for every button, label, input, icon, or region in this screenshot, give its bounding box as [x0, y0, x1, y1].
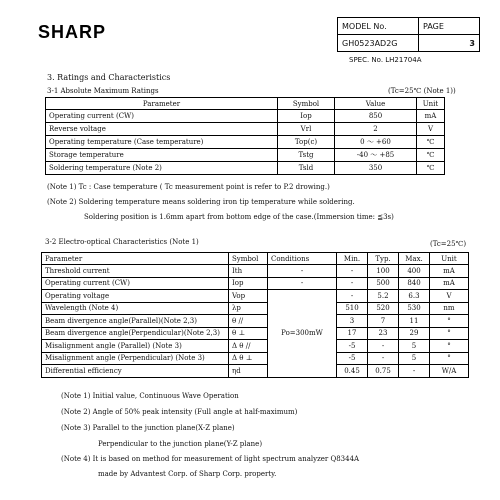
cell-max: -	[399, 365, 430, 378]
cell-min: -5	[337, 340, 368, 353]
cell-min: 0.45	[337, 365, 368, 378]
section-title: 3. Ratings and Characteristics	[47, 73, 171, 82]
abs-note-2: (Note 2) Soldering temperature means soldering iron tip temperature while soldering.	[47, 198, 355, 206]
col-max: Max.	[399, 253, 430, 265]
cell-symbol: Ith	[229, 265, 268, 278]
eo-title: 3-2 Electro-optical Characteristics (Note 1)	[45, 238, 199, 246]
cell-unit: ℃	[417, 149, 445, 162]
abs-note-1: (Note 1) Tc : Case temperature ( Tc measurement point is refer to P.2 drowing.)	[47, 183, 330, 191]
cell-unit: °	[430, 315, 469, 328]
table-row	[46, 110, 445, 123]
cell-unit: °	[430, 327, 469, 340]
cell-min: 17	[337, 327, 368, 340]
cell-symbol: Top(c)	[278, 136, 335, 149]
cell-unit: °	[430, 352, 469, 365]
cell-parameter: Threshold current	[42, 265, 229, 278]
cell-min: -	[337, 277, 368, 290]
cell-conditions: -	[268, 277, 337, 290]
sharp-logo: SHARP	[38, 22, 107, 42]
cell-value: -40 〜 +85	[335, 149, 417, 162]
cell-value: 350	[335, 162, 417, 175]
model-value: GH0523AD2G	[338, 35, 419, 52]
cell-typ: 7	[368, 315, 399, 328]
table-row	[42, 277, 469, 290]
eo-note-1: (Note 1) Initial value, Continuous Wave Operation	[61, 392, 239, 400]
abs-note-3: Soldering position is 1.6mm apart from bottom edge of the case.(Immersion time: ≦3s)	[84, 213, 394, 221]
cell-symbol: Tstg	[278, 149, 335, 162]
col-parameter: Parameter	[42, 253, 229, 265]
eo-note-2: (Note 2) Angle of 50% peak intensity (Full angle at half-maximum)	[61, 408, 298, 416]
col-value: Value	[335, 98, 417, 110]
cell-typ: 520	[368, 302, 399, 315]
cell-unit: nm	[430, 302, 469, 315]
cell-unit: ℃	[417, 162, 445, 175]
cell-value: 2	[335, 123, 417, 136]
cell-parameter: Operating temperature (Case temperature)	[46, 136, 278, 149]
page-number: 3	[419, 35, 480, 52]
cell-symbol: θ //	[229, 315, 268, 328]
cell-symbol: Δ θ //	[229, 340, 268, 353]
table-row	[46, 162, 445, 175]
table-row	[46, 136, 445, 149]
abs-max-table	[45, 97, 445, 175]
cell-parameter: Storage temperature	[46, 149, 278, 162]
cell-parameter: Wavelength (Note 4)	[42, 302, 229, 315]
cell-unit: mA	[430, 265, 469, 278]
header-box	[337, 17, 480, 52]
cell-min: 510	[337, 302, 368, 315]
cell-unit: mA	[430, 277, 469, 290]
cell-max: 5	[399, 340, 430, 353]
eo-condition: (Tc=25℃)	[430, 240, 467, 248]
cell-value: 0 〜 +60	[335, 136, 417, 149]
col-typ: Typ.	[368, 253, 399, 265]
cell-parameter: Misalignment angle (Parallel) (Note 3)	[42, 340, 229, 353]
page-label: PAGE	[419, 18, 480, 35]
cell-symbol: Vop	[229, 290, 268, 303]
cell-unit: ℃	[417, 136, 445, 149]
col-unit: Unit	[417, 98, 445, 110]
cell-max: 29	[399, 327, 430, 340]
cell-typ: 23	[368, 327, 399, 340]
cell-unit: °	[430, 340, 469, 353]
abs-max-condition: (Tc=25℃ (Note 1))	[388, 87, 456, 95]
cell-conditions: -	[268, 265, 337, 278]
cell-parameter: Soldering temperature (Note 2)	[46, 162, 278, 175]
eo-table	[41, 252, 469, 378]
cell-unit: W/A	[430, 365, 469, 378]
table-row	[42, 352, 469, 365]
eo-note-5: (Note 4) It is based on method for measurement of light spectrum analyzer Q8344A	[61, 455, 360, 463]
cell-max: 5	[399, 352, 430, 365]
cell-typ: -	[368, 340, 399, 353]
col-min: Min.	[337, 253, 368, 265]
spec-number: SPEC. No. LH21704A	[349, 56, 422, 64]
cell-parameter: Beam divergence angle(Perpendicular)(Note 2,3)	[42, 327, 229, 340]
cell-typ: 0.75	[368, 365, 399, 378]
col-symbol: Symbol	[229, 253, 268, 265]
cell-symbol: Vrl	[278, 123, 335, 136]
cell-symbol: Tsld	[278, 162, 335, 175]
cell-max: 6.3	[399, 290, 430, 303]
cell-unit: V	[430, 290, 469, 303]
eo-note-4: Perpendicular to the junction plane(Y-Z plane)	[98, 440, 263, 448]
cell-typ: -	[368, 352, 399, 365]
table-row	[42, 365, 469, 378]
cell-parameter: Misalignment angle (Perpendicular) (Note 3)	[42, 352, 229, 365]
col-parameter: Parameter	[46, 98, 278, 110]
table-row	[46, 123, 445, 136]
cell-conditions-merged: Po=300mW	[268, 290, 337, 378]
cell-min: -	[337, 290, 368, 303]
cell-min: -5	[337, 352, 368, 365]
cell-parameter: Reverse voltage	[46, 123, 278, 136]
cell-unit: V	[417, 123, 445, 136]
table-row	[42, 290, 469, 303]
table-row	[42, 302, 469, 315]
table-row	[42, 327, 469, 340]
cell-min: -	[337, 265, 368, 278]
model-label: MODEL No.	[338, 18, 419, 35]
cell-max: 530	[399, 302, 430, 315]
col-symbol: Symbol	[278, 98, 335, 110]
abs-max-title: 3-1 Absolute Maximum Ratings	[47, 87, 159, 95]
cell-typ: 5.2	[368, 290, 399, 303]
cell-min: 3	[337, 315, 368, 328]
cell-symbol: θ ⊥	[229, 327, 268, 340]
cell-unit: mA	[417, 110, 445, 123]
cell-parameter: Differential efficiency	[42, 365, 229, 378]
cell-parameter: Operating current (CW)	[42, 277, 229, 290]
col-unit: Unit	[430, 253, 469, 265]
col-conditions: Conditions	[268, 253, 337, 265]
cell-parameter: Beam divergence angle(Parallel)(Note 2,3)	[42, 315, 229, 328]
cell-parameter: Operating voltage	[42, 290, 229, 303]
table-row	[42, 340, 469, 353]
cell-symbol: λp	[229, 302, 268, 315]
table-row	[42, 265, 469, 278]
cell-symbol: Δ θ ⊥	[229, 352, 268, 365]
table-row	[42, 315, 469, 328]
cell-typ: 100	[368, 265, 399, 278]
table-row	[46, 149, 445, 162]
eo-note-6: made by Advantest Corp. of Sharp Corp. property.	[98, 470, 277, 478]
cell-max: 840	[399, 277, 430, 290]
eo-note-3: (Note 3) Parallel to the junction plane(X-Z plane)	[61, 424, 235, 432]
cell-symbol: ηd	[229, 365, 268, 378]
cell-value: 850	[335, 110, 417, 123]
cell-symbol: Iop	[229, 277, 268, 290]
cell-symbol: Iop	[278, 110, 335, 123]
cell-max: 11	[399, 315, 430, 328]
cell-typ: 500	[368, 277, 399, 290]
cell-max: 400	[399, 265, 430, 278]
cell-parameter: Operating current (CW)	[46, 110, 278, 123]
